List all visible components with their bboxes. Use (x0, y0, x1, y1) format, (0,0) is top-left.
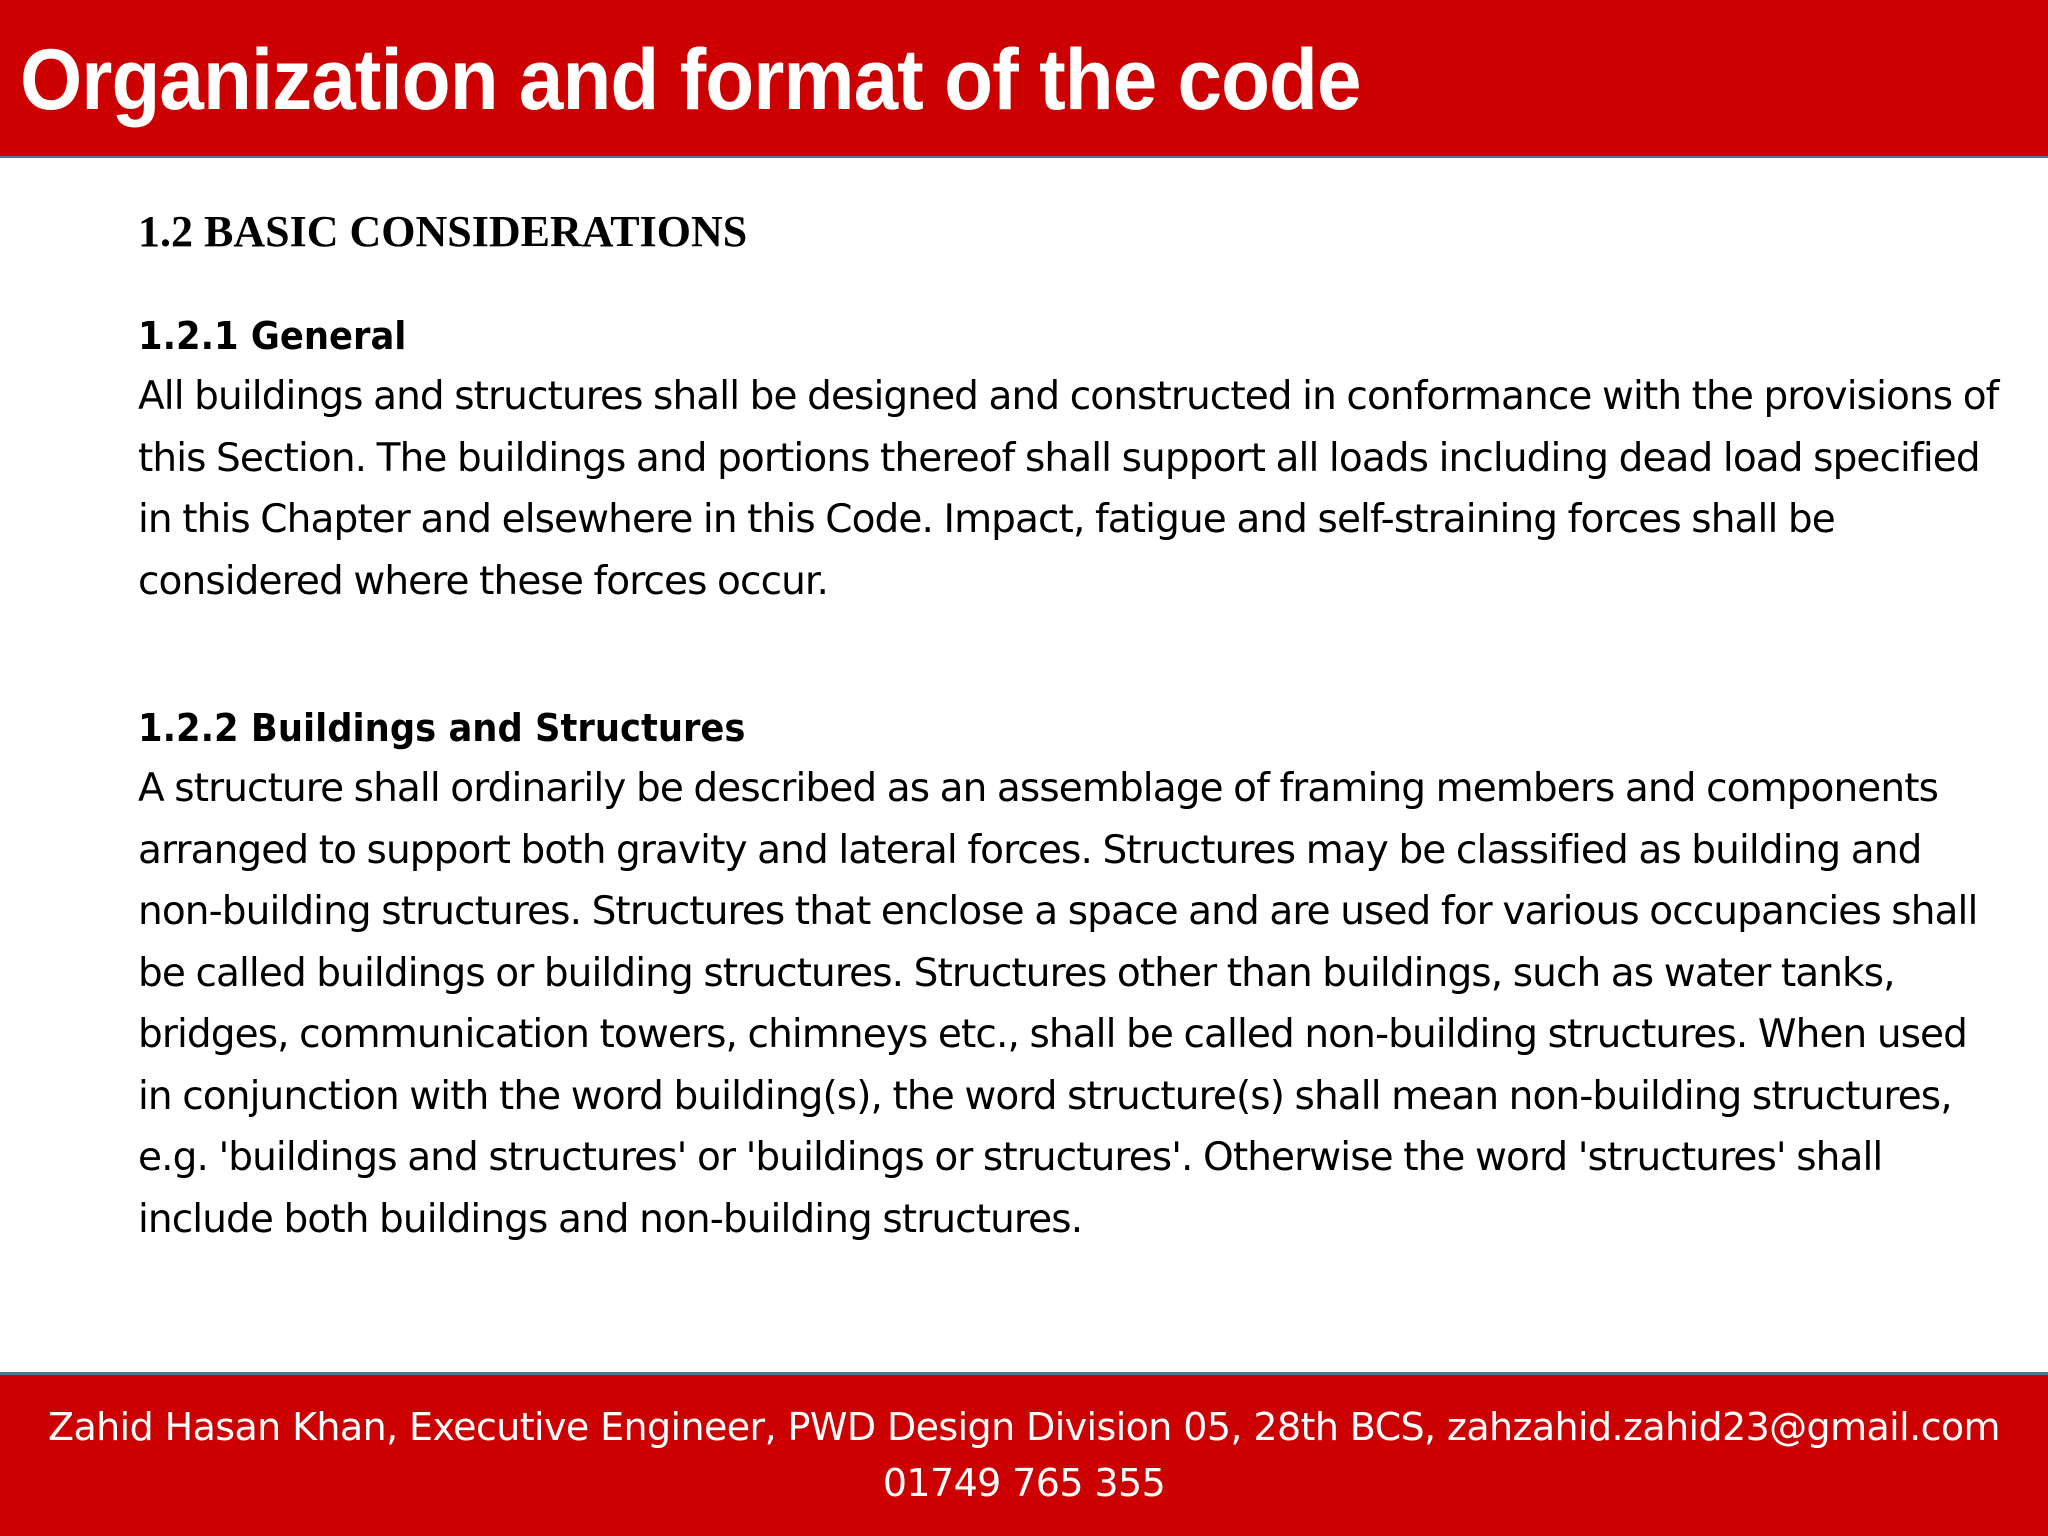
slide-title: Organization and format of the code (20, 32, 1361, 128)
footer-bar (0, 1372, 2048, 1536)
section-buildings-structures (138, 698, 2008, 1250)
main-heading: 1.2 BASIC CONSIDERATIONS (138, 207, 748, 256)
section-body-general: All buildings and structures shall be designed and constructed in conformance with the provisions of this Section. The buildings and portions thereof shall support all loads including dead load specified in this Chapter and elsewhere in this Code. Impact, fatigue and self-straining forces shall be considered where these forces occur. (138, 374, 1999, 604)
section-general (138, 306, 2008, 612)
section-body-buildings-structures: A structure shall ordinarily be described as an assemblage of framing members and components arranged to support both gravity and lateral forces. Structures may be classified as building and non-building structures. Structures that enclose a space and are used for various occupancies shall be called buildings or building structures. Structures other than buildings, such as water tanks, bridges, communication towers, chimneys etc., shall be called non-building structures. When used in conjunction with the word building(s), the word structure(s) shall mean non-building structures, e.g. 'buildings and structures' or 'buildings or structures'. Otherwise the word 'structures' shall include both buildings and non-building structures. (138, 766, 1978, 1242)
footer-phone-line: 01749 765 355 (882, 1461, 1166, 1505)
section-heading-general: 1.2.1 General (138, 314, 407, 358)
title-bar (0, 0, 2048, 158)
footer-author-line: Zahid Hasan Khan, Executive Engineer, PWD Design Division 05, 28th BCS, zahzahid.zahid23@gmail.com (48, 1405, 2000, 1449)
section-heading-buildings-structures: 1.2.2 Buildings and Structures (138, 706, 746, 750)
slide-content (138, 196, 2008, 1242)
